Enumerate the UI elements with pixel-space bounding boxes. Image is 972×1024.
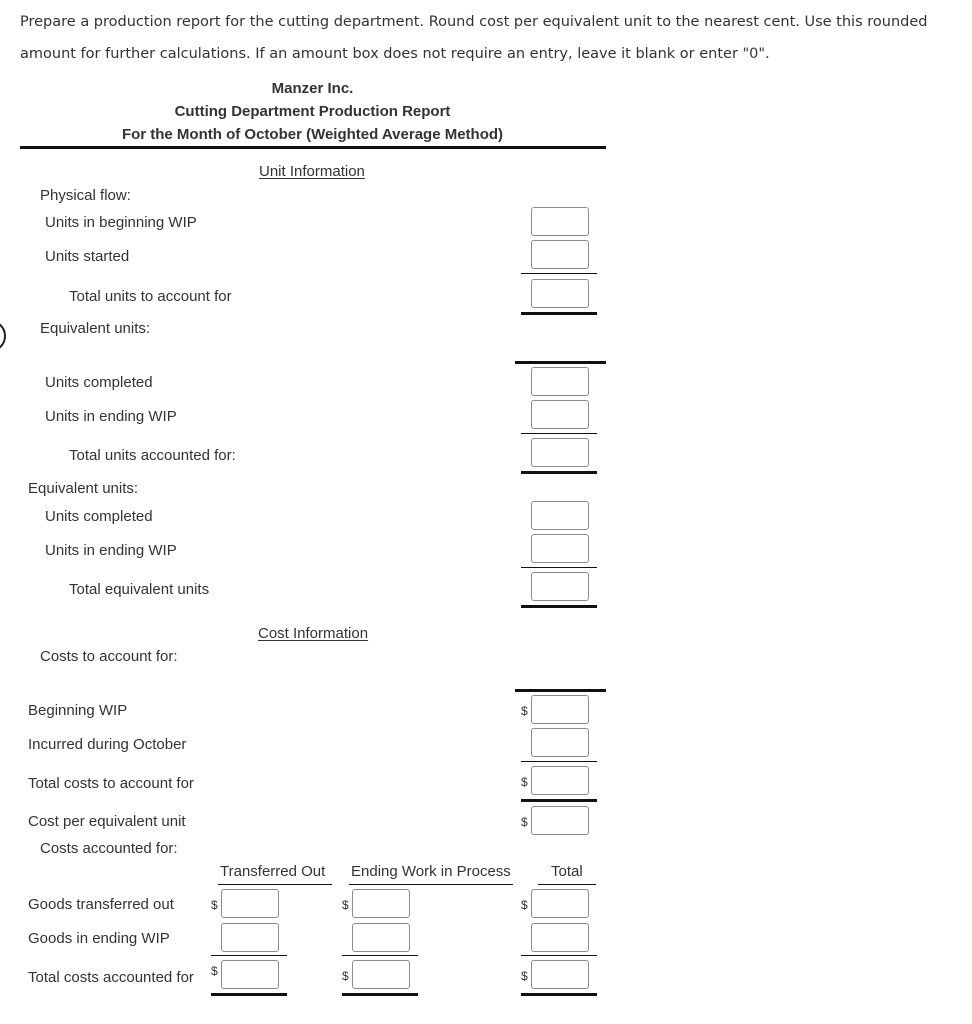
incurred-october-label: Incurred during October <box>28 736 187 753</box>
side-circle-icon <box>0 320 6 352</box>
ending-wip-goods-transferred-input[interactable] <box>352 889 410 918</box>
ending-wip-goods-ending-input[interactable] <box>352 923 410 952</box>
units-ending-wip-input-1[interactable] <box>531 400 589 429</box>
costs-to-account-label: Costs to account for: <box>40 648 178 665</box>
company-name: Manzer Inc. <box>271 80 354 97</box>
total-equivalent-units-input[interactable] <box>531 572 589 601</box>
total-rule <box>521 605 597 608</box>
cost-information-heading: Cost Information <box>258 625 369 642</box>
cost-per-eu-input[interactable] <box>531 806 589 835</box>
dollar-sign: $ <box>521 898 528 912</box>
column-header-rule <box>515 689 606 692</box>
subtotal-rule <box>342 955 418 956</box>
total-units-accounted-label: Total units accounted for: <box>69 447 236 464</box>
column-header-rule <box>218 884 332 885</box>
physical-flow-label: Physical flow: <box>40 187 131 204</box>
goods-transferred-out-label: Goods transferred out <box>28 896 174 913</box>
dollar-sign: $ <box>342 898 349 912</box>
subtotal-rule <box>211 955 287 956</box>
transferred-out-goods-ending-input[interactable] <box>221 923 279 952</box>
transferred-out-goods-transferred-input[interactable] <box>221 889 279 918</box>
dollar-sign: $ <box>521 775 528 789</box>
unit-information-heading: Unit Information <box>259 163 365 180</box>
subtotal-rule <box>521 955 597 956</box>
transferred-out-total-input[interactable] <box>221 960 279 989</box>
subtotal-rule <box>521 567 597 568</box>
dollar-sign: $ <box>211 964 218 978</box>
ending-wip-total-input[interactable] <box>352 960 410 989</box>
costs-accounted-label: Costs accounted for: <box>40 840 178 857</box>
total-costs-to-account-label: Total costs to account for <box>28 775 194 792</box>
subtotal-rule <box>521 273 597 274</box>
units-completed-input-2[interactable] <box>531 501 589 530</box>
units-completed-input-1[interactable] <box>531 367 589 396</box>
dollar-sign: $ <box>211 898 218 912</box>
total-total-input[interactable] <box>531 960 589 989</box>
total-units-to-account-input[interactable] <box>531 279 589 308</box>
col-header-total: Total <box>551 863 583 880</box>
total-rule <box>211 993 287 996</box>
total-units-to-account-label: Total units to account for <box>69 288 232 305</box>
total-costs-to-account-input[interactable] <box>531 766 589 795</box>
total-rule <box>521 471 597 474</box>
total-goods-transferred-input[interactable] <box>531 889 589 918</box>
report-period: For the Month of October (Weighted Average Method) <box>121 126 504 143</box>
units-beginning-wip-input[interactable] <box>531 207 589 236</box>
units-started-label: Units started <box>45 248 130 265</box>
total-rule <box>521 799 597 802</box>
dollar-sign: $ <box>521 815 528 829</box>
units-beginning-wip-label: Units in beginning WIP <box>45 214 197 231</box>
header-rule <box>20 146 606 149</box>
subtotal-rule <box>521 433 597 434</box>
cost-per-eu-label: Cost per equivalent unit <box>28 813 186 830</box>
dollar-sign: $ <box>342 969 349 983</box>
units-ending-wip-label-2: Units in ending WIP <box>45 542 177 559</box>
column-header-rule <box>349 884 513 885</box>
equivalent-units-label-1: Equivalent units: <box>40 320 151 337</box>
total-rule <box>342 993 418 996</box>
instructions-line-2: amount for further calculations. If an amount box does not require an entry, leave it blank or enter "0". <box>20 46 770 62</box>
units-completed-label-2: Units completed <box>45 508 153 525</box>
total-rule <box>521 993 597 996</box>
total-units-accounted-input[interactable] <box>531 438 589 467</box>
units-ending-wip-label-1: Units in ending WIP <box>45 408 177 425</box>
incurred-october-cost-input[interactable] <box>531 728 589 757</box>
column-header-rule <box>515 361 606 364</box>
total-equivalent-units-label: Total equivalent units <box>69 581 210 598</box>
dollar-sign: $ <box>521 704 528 718</box>
col-header-transferred-out: Transferred Out <box>220 863 326 880</box>
report-title: Cutting Department Production Report <box>174 103 451 120</box>
total-rule <box>521 312 597 315</box>
total-costs-accounted-label: Total costs accounted for <box>28 969 194 986</box>
units-ending-wip-input-2[interactable] <box>531 534 589 563</box>
instructions-line-1: Prepare a production report for the cutting department. Round cost per equivalent unit to the nearest cent. Use this rounded <box>20 14 928 30</box>
equivalent-units-label-2: Equivalent units: <box>28 480 139 497</box>
subtotal-rule <box>521 761 597 762</box>
col-header-ending-wip: Ending Work in Process <box>351 863 511 880</box>
beginning-wip-label: Beginning WIP <box>28 702 128 719</box>
dollar-sign: $ <box>521 969 528 983</box>
units-completed-label-1: Units completed <box>45 374 153 391</box>
column-header-rule <box>538 884 596 885</box>
beginning-wip-cost-input[interactable] <box>531 695 589 724</box>
goods-ending-wip-label: Goods in ending WIP <box>28 930 170 947</box>
units-started-input[interactable] <box>531 240 589 269</box>
total-goods-ending-input[interactable] <box>531 923 589 952</box>
